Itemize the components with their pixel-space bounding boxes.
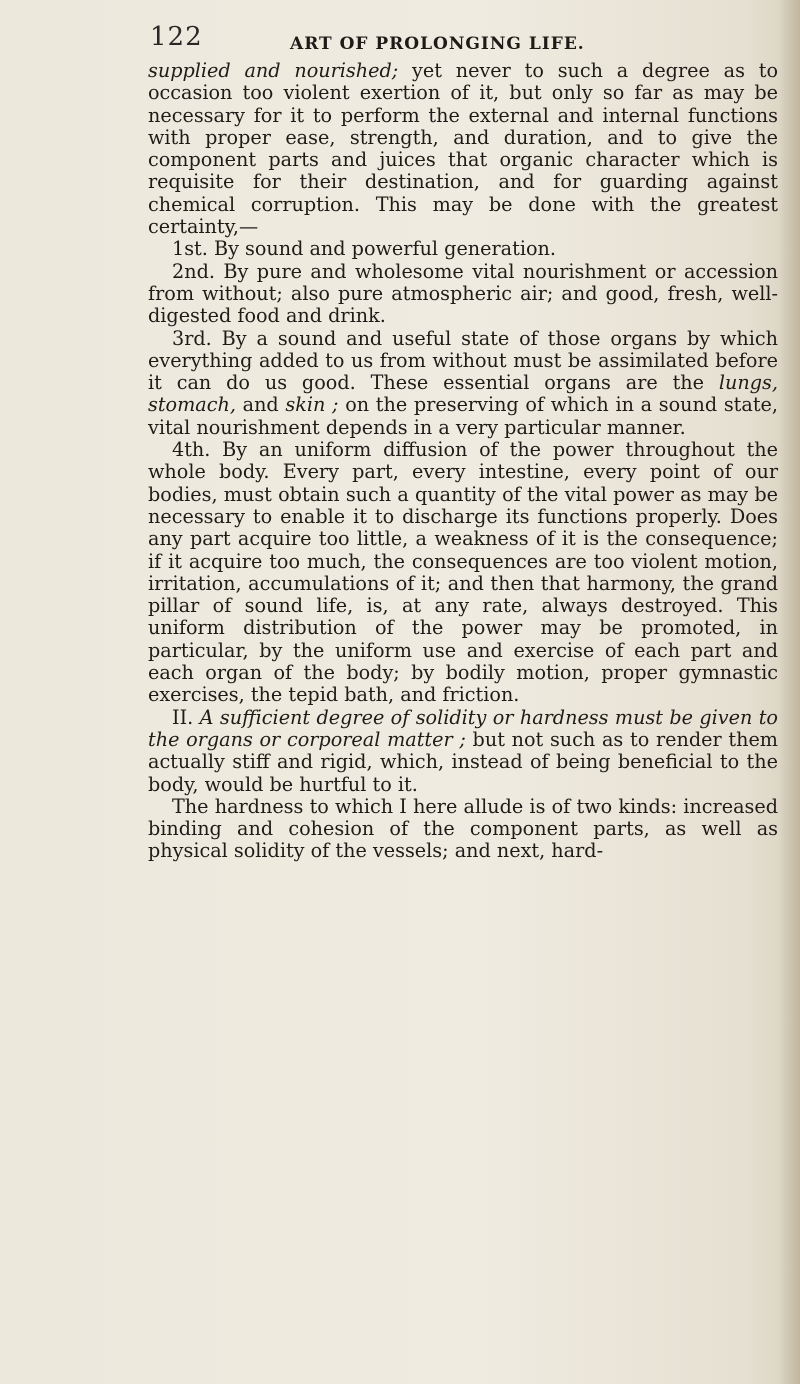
- italic-heading: A sufficient degree of solidity or hardness must be given to the organs or corporeal matter ;: [148, 705, 778, 751]
- paragraph-text: on the preserving of which in a sound state, vital nourishment depends in a very particular manner.: [148, 393, 778, 439]
- paragraph-third: [148, 328, 778, 439]
- paragraph-text: The hardness to which I here allude is of two kinds: increased binding and cohesion of the component parts, as well as physical solidity of the vessels; and next, hard-: [148, 794, 778, 863]
- italic-term-skin: skin ;: [285, 393, 339, 417]
- body-text: [148, 60, 778, 863]
- page-header: [150, 22, 710, 62]
- paragraph-text: 4th. By an uniform diffusion of the power throughout the whole body. Every part, every intestine, every point of our bodies, must obtain such a quantity of the vital power as may be necessary to enable it to discharge its functions properly. Does any part acquire too little, a weakness of it is the consequence; if it acquire too much, the consequences are too violent motion, irritation, accumulations of it; and then that harmony, the grand pillar of sound life, is, at any rate, always destroyed. This uniform distribution of the power may be promoted, in particular, by the uniform use and exercise of each part and each organ of the body; by bodily motion, proper gymnastic exercises, the tepid bath, and friction.: [148, 438, 778, 707]
- page-number: 122: [150, 22, 203, 52]
- paragraph-hardness: [148, 796, 778, 863]
- paragraph-section-two: [148, 707, 778, 796]
- paragraph-continuation: [148, 60, 778, 238]
- paragraph-second: [148, 261, 778, 328]
- paragraph-text: yet never to such a degree as to occasion too violent exertion of it, but only so far as may be necessary for it to perform the external and internal functions with proper ease, strength, and duration, and to give the component parts and juices that organic character which is requisite for their destination, and for guarding against chemical corruption. This may be done with the greatest certainty,—: [148, 59, 779, 239]
- paragraph-text: 1st. By sound and powerful generation.: [172, 237, 556, 261]
- running-head: ART OF PROLONGING LIFE.: [290, 34, 585, 54]
- page-edge-shadow: [778, 0, 800, 1384]
- italic-term-stomach: stomach,: [148, 393, 236, 417]
- paragraph-text: and: [235, 393, 286, 417]
- paragraph-text: 3rd. By a sound and useful state of those organs by which everything added to us from without must be assimilated before it can do us good. These essential organs are the: [148, 326, 778, 395]
- paragraph-fourth: [148, 439, 778, 707]
- italic-term-lungs: lungs,: [718, 371, 778, 395]
- paragraph-text: but not such as to render them actually stiff and rigid, which, instead of being beneficial to the body, would be hurtful to it.: [148, 727, 778, 796]
- italic-phrase: supplied and nourished;: [148, 59, 399, 82]
- section-numeral: II.: [172, 705, 200, 729]
- paragraph-text: 2nd. By pure and wholesome vital nourishment or accession from without; also pure atmospheric air; and good, fresh, well-digested food and drink.: [148, 259, 778, 328]
- paragraph-first: [148, 238, 778, 260]
